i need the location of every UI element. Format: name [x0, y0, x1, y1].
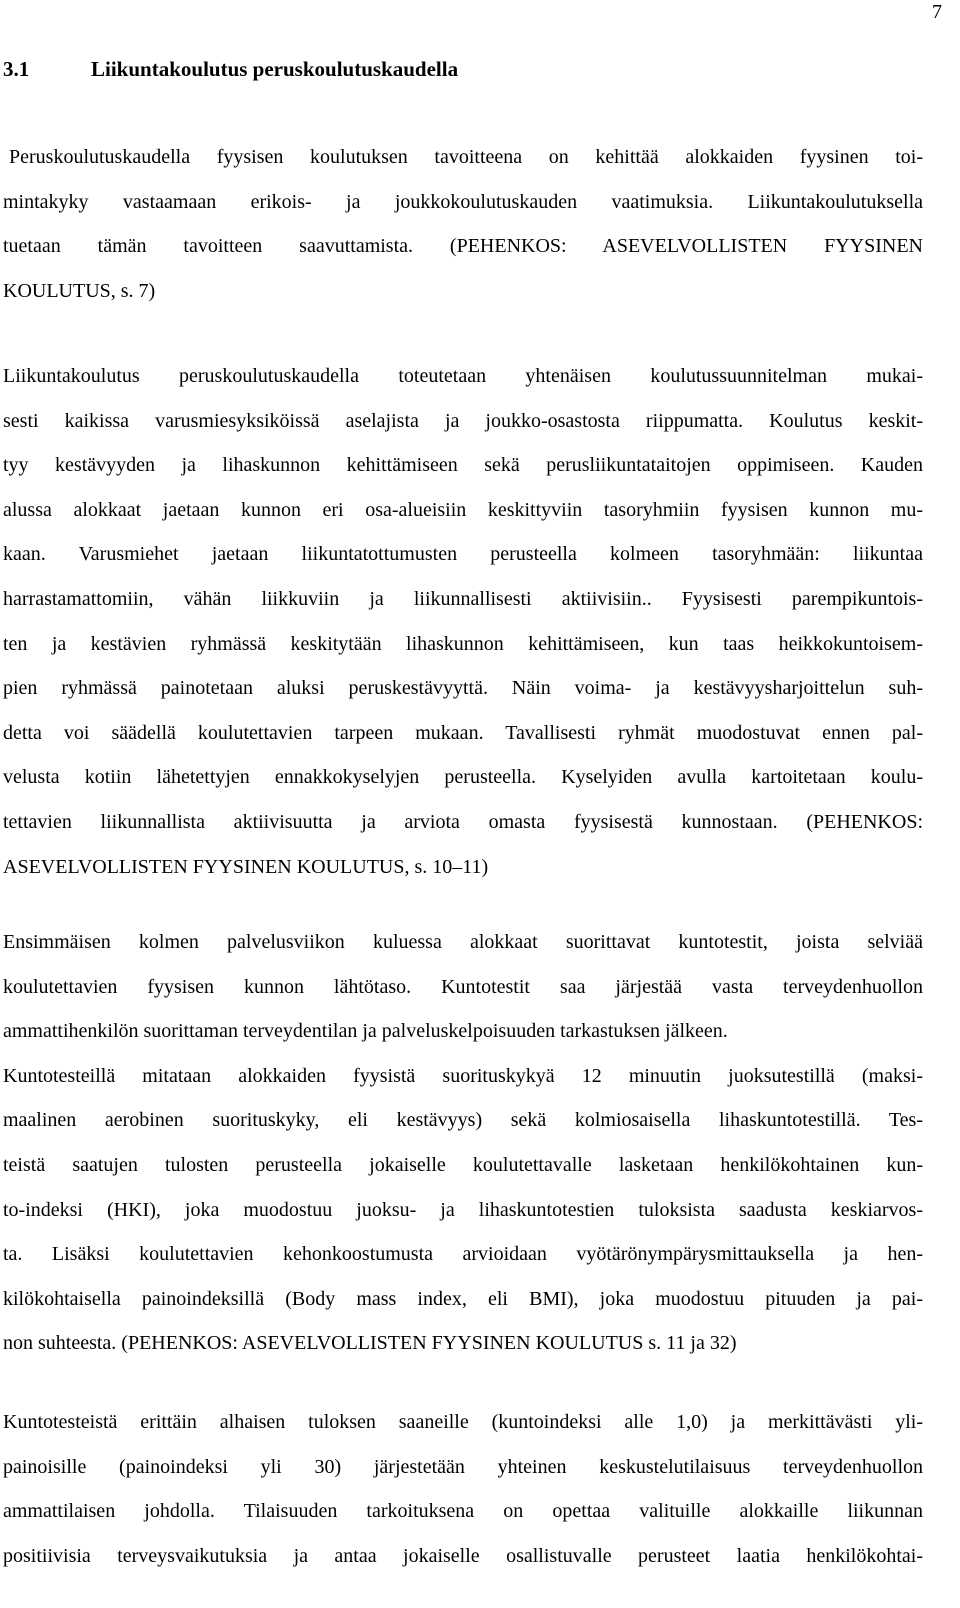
section-heading	[3, 56, 458, 82]
paragraph-line: harrastamattomiin, vähän liikkuviin ja liikunnallisesti aktiivisiin.. Fyysisesti parempikuntois-	[3, 587, 923, 610]
paragraph-line: Ensimmäisen kolmen palvelusviikon kuluessa alokkaat suorittavat kuntotestit, joista selviää	[3, 931, 923, 953]
paragraph-line: to-indeksi (HKI), joka muodostuu juoksu- ja lihaskuntotestien tuloksista saadusta keskiarvos-	[3, 1198, 923, 1221]
paragraph-2	[3, 354, 923, 889]
paragraph-line: kaan. Varusmiehet jaetaan liikuntatottumusten perusteella kolmeen tasoryhmään: liikuntaa	[3, 543, 923, 566]
paragraph-3	[3, 920, 923, 1366]
paragraph-line: tettavien liikunnallista aktiivisuutta ja arviota omasta fyysisestä kunnostaan. (PEHENKOS:	[3, 810, 923, 833]
paragraph-line: painoisille (painoindeksi yli 30) järjestetään yhteinen keskustelutilaisuus terveydenhuollon	[3, 1455, 923, 1478]
section-number: 3.1	[3, 57, 30, 81]
page-number: 7	[932, 1, 942, 23]
paragraph-line: detta voi säädellä koulutettavien tarpeen mukaan. Tavallisesti ryhmät muodostuvat ennen pal-	[3, 721, 923, 744]
paragraph-line: Kuntotesteillä mitataan alokkaiden fyysistä suorituskykyä 12 minuutin juoksutestillä (maksi-	[3, 1064, 923, 1087]
paragraph-line: Liikuntakoulutus peruskoulutuskaudella toteutetaan yhtenäisen koulutussuunnitelman mukai-	[3, 365, 923, 387]
paragraph-4	[3, 1400, 923, 1578]
paragraph-1	[3, 135, 923, 313]
paragraph-line: kilökohtaisella painoindeksillä (Body mass index, eli BMI), joka muodostuu pituuden ja pai-	[3, 1287, 923, 1310]
paragraph-line: ASEVELVOLLISTEN FYYSINEN KOULUTUS, s. 10–11)	[3, 855, 489, 878]
paragraph-line: KOULUTUS, s. 7)	[3, 279, 156, 302]
paragraph-line: sesti kaikissa varusmiesyksiköissä aselajista ja joukko-osastosta riippumatta. Koulutus keskit-	[3, 409, 923, 432]
paragraph-line: ammattilaisen johdolla. Tilaisuuden tarkoituksena on opettaa valituille alokkaille liikunnan	[3, 1500, 923, 1523]
paragraph-line: ten ja kestävien ryhmässä keskitytään lihaskunnon kehittämiseen, kun taas heikkokuntoisem-	[3, 632, 923, 655]
paragraph-line: non suhteesta. (PEHENKOS: ASEVELVOLLISTEN FYYSINEN KOULUTUS s. 11 ja 32)	[3, 1332, 737, 1355]
paragraph-line: alussa alokkaat jaetaan kunnon eri osa-alueisiin keskittyviin tasoryhmiin fyysisen kunnon mu-	[3, 498, 923, 521]
paragraph-line: velusta kotiin lähetettyjen ennakkokyselyjen perusteella. Kyselyiden avulla kartoitetaan koulu-	[3, 766, 923, 789]
paragraph-line: koulutettavien fyysisen kunnon lähtötaso. Kuntotestit saa järjestää vasta terveydenhuollon	[3, 975, 923, 998]
paragraph-line: Kuntotesteistä erittäin alhaisen tuloksen saaneille (kuntoindeksi alle 1,0) ja merkittävästi yli-	[3, 1411, 923, 1433]
paragraph-line: tuetaan tämän tavoitteen saavuttamista. (PEHENKOS: ASEVELVOLLISTEN FYYSINEN	[3, 235, 923, 258]
paragraph-line: pien ryhmässä painotetaan aluksi peruskestävyyttä. Näin voima- ja kestävyysharjoittelun suh-	[3, 677, 923, 700]
section-title: Liikuntakoulutus peruskoulutuskaudella	[91, 57, 459, 81]
paragraph-line: Peruskoulutuskaudella fyysisen koulutuksen tavoitteena on kehittää alokkaiden fyysinen toi-	[9, 146, 923, 168]
paragraph-line: positiivisia terveysvaikutuksia ja antaa jokaiselle osallistuvalle perusteet laatia henkilökohtai-	[3, 1544, 923, 1567]
paragraph-line: ammattihenkilön suorittaman terveydentilan ja palveluskelpoisuuden tarkastuksen jälkeen.	[3, 1020, 728, 1043]
paragraph-line: maalinen aerobinen suorituskyky, eli kestävyys) sekä kolmiosaisella lihaskuntotestillä. Tes-	[3, 1109, 923, 1132]
paragraph-line: tyy kestävyyden ja lihaskunnon kehittämiseen sekä perusliikuntataitojen oppimiseen. Kauden	[3, 454, 923, 477]
paragraph-line: ta. Lisäksi koulutettavien kehonkoostumusta arvioidaan vyötärönympärysmittauksella ja hen-	[3, 1243, 923, 1266]
paragraph-line: mintakyky vastaamaan erikois- ja joukkokoulutuskauden vaatimuksia. Liikuntakoulutuksella	[3, 190, 923, 213]
paragraph-line: teistä saatujen tulosten perusteella jokaiselle koulutettavalle lasketaan henkilökohtainen kun-	[3, 1153, 923, 1176]
